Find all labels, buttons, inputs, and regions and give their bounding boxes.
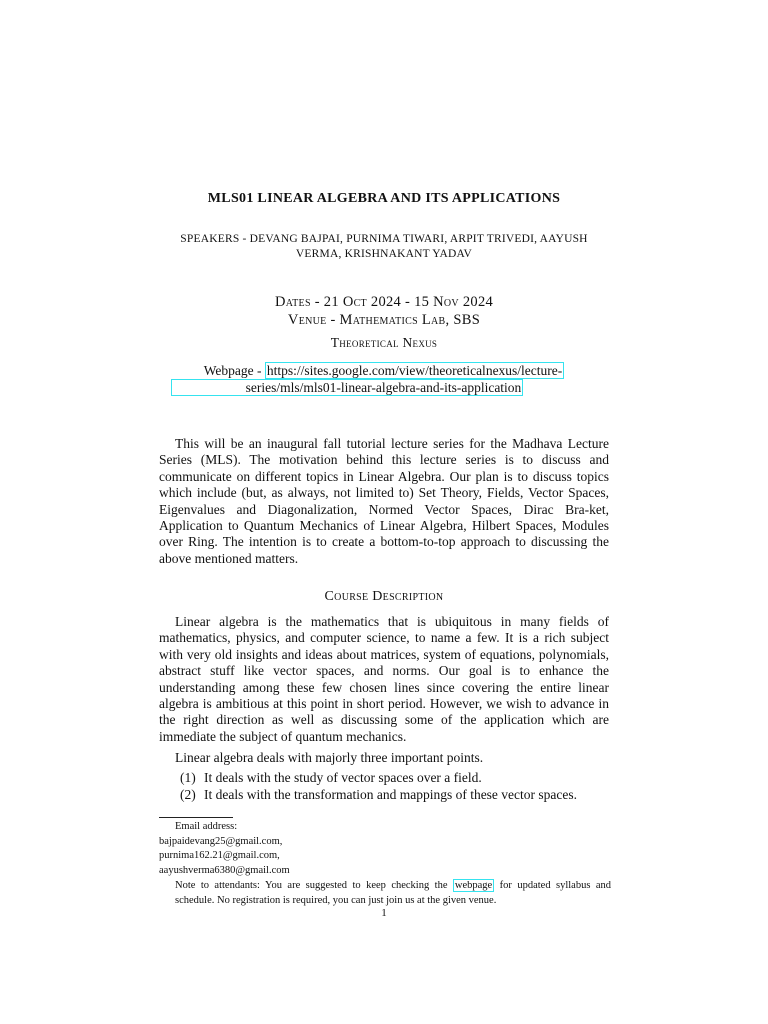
note-text-before: Note to attendants: You are suggested to keep checking the bbox=[175, 879, 453, 891]
webpage-link[interactable]: webpage bbox=[454, 879, 493, 891]
document-title: MLS01 LINEAR ALGEBRA AND ITS APPLICATIONS bbox=[207, 191, 561, 206]
list-item bbox=[180, 786, 620, 803]
list-item bbox=[180, 769, 620, 786]
note-text-after: for updated syllabus and schedule. No registration is required, you can just join us at the given venue. bbox=[175, 879, 611, 906]
speakers-line-1: SPEAKERS - DEVANG BAJPAI, PURNIMA TIWARI, ARPIT TRIVEDI, AAYUSH bbox=[180, 233, 588, 245]
page-number: 1 bbox=[381, 907, 387, 919]
dates-line: Dates - 21 Oct 2024 - 15 Nov 2024 bbox=[274, 294, 494, 310]
list-item-text: It deals with the study of vector spaces over a field. bbox=[204, 770, 482, 785]
footnote-rule bbox=[159, 817, 233, 818]
webpage-link-part-1[interactable]: https://sites.google.com/view/theoreticalnexus/lecture- bbox=[266, 363, 563, 378]
speakers-list bbox=[150, 232, 618, 262]
email-address: aayushverma6380@gmail.com bbox=[159, 865, 290, 877]
section-heading-course-description: Course Description bbox=[324, 589, 444, 604]
webpage-block bbox=[150, 362, 618, 396]
list-item-number: (2) bbox=[180, 787, 196, 802]
email-address: purnima162.21@gmail.com, bbox=[159, 850, 280, 862]
webpage-label: Webpage - bbox=[203, 363, 265, 378]
venue-line: Venue - Mathematics Lab, SBS bbox=[287, 312, 481, 328]
footnotes bbox=[159, 820, 611, 908]
list-item-number: (1) bbox=[180, 770, 196, 785]
attendants-note bbox=[159, 879, 611, 908]
speakers-line-2: VERMA, KRISHNAKANT YADAV bbox=[295, 248, 473, 260]
description-paragraph: Linear algebra is the mathematics that is ubiquitous in many fields of mathematics, physics, and computer science, to name a few. It is a rich subject with very old insights and ideas about matrices, system of equations, polynomials, abstract stuff like vector spaces, and norms. Our goal is to enhance the understanding among these few chosen lines since covering the entire linear algebra is ambitious at this point in short period. However, we wish to advance in the right direction as well as discussing some of the application which are immediate the subject of quantum mechanics. bbox=[159, 614, 609, 744]
organization-name: Theoretical Nexus bbox=[330, 335, 438, 350]
points-intro: Linear algebra deals with majorly three important points. bbox=[175, 750, 484, 765]
list-item-text: It deals with the transformation and mappings of these vector spaces. bbox=[204, 787, 578, 802]
points-list bbox=[180, 769, 620, 803]
email-address: bajpaidevang25@gmail.com, bbox=[159, 835, 283, 847]
webpage-link-part-2[interactable]: series/mls/mls01-linear-algebra-and-its-application bbox=[171, 379, 524, 396]
email-label: Email address: bbox=[175, 821, 238, 832]
intro-paragraph: This will be an inaugural fall tutorial lecture series for the Madhava Lecture Series (MLS). The motivation behind this lecture series is to discuss and communicate on different topics in Linear Algebra. Our plan is to discuss topics which include (but, as always, not limited to) Set Theory, Fields, Vector Spaces, Eigenvalues and Diagonalization, Normed Vector Spaces, Dirac Bra-ket, Application to Quantum Mechanics of Linear Algebra, Hilbert Spaces, Modules over Ring. The intention is to create a bottom-to-top approach to discussing the above mentioned matters. bbox=[159, 436, 609, 566]
